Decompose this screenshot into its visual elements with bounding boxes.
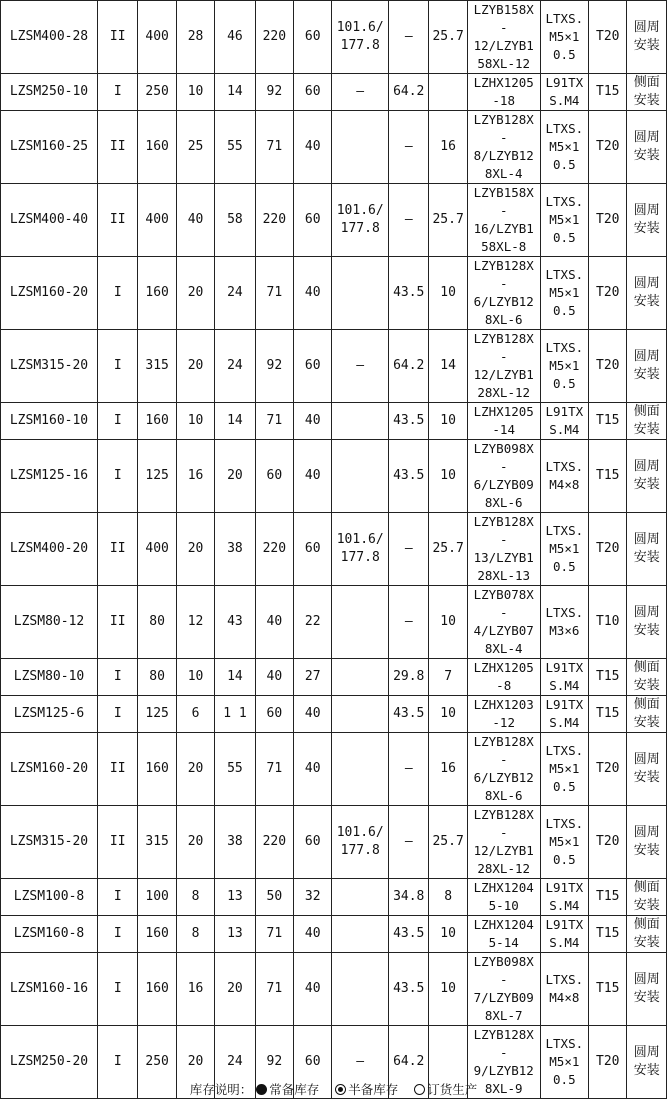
cell-mount: 侧面 安装	[627, 403, 667, 440]
table-row	[1, 513, 667, 586]
cell-d1: 250	[138, 74, 176, 111]
cell-d6: 101.6/ 177.8	[332, 513, 389, 586]
cell-mount: 圆周 安装	[627, 586, 667, 659]
cell-d1: 125	[138, 440, 176, 513]
cell-d7: 43.5	[389, 257, 429, 330]
cell-d7: 64.2	[389, 74, 429, 111]
cell-d5: 40	[294, 696, 332, 733]
cell-model: LZSM315-20	[1, 806, 98, 879]
cell-bolt: LTXS. M4×8	[540, 953, 589, 1026]
cell-mount: 圆周 安装	[627, 330, 667, 403]
table-row	[1, 733, 667, 806]
cell-code: LZYB128X - 9/LZYB12 8XL-9	[467, 1026, 540, 1099]
cell-model: LZSM250-10	[1, 74, 98, 111]
cell-d8: 10	[429, 257, 467, 330]
cell-d8: 8	[429, 879, 467, 916]
cell-bolt: L91TX S.M4	[540, 879, 589, 916]
cell-d7: 43.5	[389, 403, 429, 440]
cell-d1: 125	[138, 696, 176, 733]
cell-d7: 29.8	[389, 659, 429, 696]
cell-type: I	[98, 257, 138, 330]
cell-bolt: L91TX S.M4	[540, 659, 589, 696]
cell-d2: 20	[176, 1026, 214, 1099]
cell-type: I	[98, 330, 138, 403]
spec-table-body	[1, 1, 667, 1099]
stock-legend-full-text: 常备库存	[269, 1082, 320, 1097]
cell-model: LZSM160-20	[1, 733, 98, 806]
cell-d5: 60	[294, 806, 332, 879]
cell-d7: 43.5	[389, 440, 429, 513]
cell-mount: 圆周 安装	[627, 111, 667, 184]
cell-d1: 400	[138, 1, 176, 74]
table-row	[1, 1, 667, 74]
cell-d2: 10	[176, 659, 214, 696]
cell-d6: —	[332, 1026, 389, 1099]
cell-code: LZYB128X - 6/LZYB12 8XL-6	[467, 257, 540, 330]
cell-mount: 圆周 安装	[627, 806, 667, 879]
cell-d5: 60	[294, 513, 332, 586]
cell-d5: 27	[294, 659, 332, 696]
cell-d6	[332, 916, 389, 953]
cell-d1: 160	[138, 916, 176, 953]
stock-legend-order	[414, 1080, 477, 1098]
cell-mount: 侧面 安装	[627, 659, 667, 696]
cell-d3: 24	[215, 1026, 255, 1099]
cell-t: T20	[589, 513, 627, 586]
cell-d8: 16	[429, 733, 467, 806]
cell-d7: —	[389, 586, 429, 659]
cell-t: T15	[589, 916, 627, 953]
cell-code: LZHX1205 -8	[467, 659, 540, 696]
cell-d7: 43.5	[389, 916, 429, 953]
cell-d8	[429, 74, 467, 111]
cell-d3: 1 1	[215, 696, 255, 733]
cell-d5: 60	[294, 74, 332, 111]
cell-model: LZSM160-16	[1, 953, 98, 1026]
cell-d4: 92	[255, 330, 293, 403]
cell-model: LZSM160-8	[1, 916, 98, 953]
cell-d3: 55	[215, 733, 255, 806]
cell-d6	[332, 696, 389, 733]
cell-d4: 71	[255, 953, 293, 1026]
cell-d4: 220	[255, 513, 293, 586]
cell-model: LZSM80-10	[1, 659, 98, 696]
cell-mount: 圆周 安装	[627, 953, 667, 1026]
stock-legend-order-text: 订货生产	[427, 1082, 478, 1097]
cell-d6	[332, 586, 389, 659]
cell-bolt: LTXS. M5×1 0.5	[540, 111, 589, 184]
cell-t: T20	[589, 111, 627, 184]
cell-d2: 10	[176, 403, 214, 440]
cell-model: LZSM400-20	[1, 513, 98, 586]
cell-d2: 6	[176, 696, 214, 733]
cell-d1: 400	[138, 513, 176, 586]
cell-d2: 8	[176, 879, 214, 916]
empty-circle-icon	[414, 1084, 425, 1095]
cell-d8: 10	[429, 403, 467, 440]
cell-d4: 50	[255, 879, 293, 916]
cell-d2: 16	[176, 440, 214, 513]
cell-t: T15	[589, 74, 627, 111]
cell-bolt: LTXS. M5×1 0.5	[540, 330, 589, 403]
cell-model: LZSM160-20	[1, 257, 98, 330]
cell-d7: 43.5	[389, 953, 429, 1026]
stock-legend	[0, 1080, 667, 1099]
cell-type: II	[98, 733, 138, 806]
cell-d7: —	[389, 733, 429, 806]
cell-t: T20	[589, 806, 627, 879]
cell-model: LZSM400-28	[1, 1, 98, 74]
table-row	[1, 659, 667, 696]
cell-code: LZHX1205 -14	[467, 403, 540, 440]
cell-model: LZSM80-12	[1, 586, 98, 659]
table-row	[1, 696, 667, 733]
cell-d5: 60	[294, 184, 332, 257]
cell-d5: 40	[294, 440, 332, 513]
cell-bolt: LTXS. M3×6	[540, 586, 589, 659]
cell-type: II	[98, 806, 138, 879]
cell-d4: 220	[255, 184, 293, 257]
cell-t: T10	[589, 586, 627, 659]
cell-bolt: LTXS. M5×1 0.5	[540, 513, 589, 586]
cell-d7: —	[389, 184, 429, 257]
cell-d1: 160	[138, 953, 176, 1026]
cell-d8: 16	[429, 111, 467, 184]
cell-d2: 20	[176, 257, 214, 330]
cell-d3: 24	[215, 257, 255, 330]
cell-t: T20	[589, 1, 627, 74]
cell-d2: 10	[176, 74, 214, 111]
cell-bolt: LTXS. M5×1 0.5	[540, 1, 589, 74]
cell-d1: 160	[138, 257, 176, 330]
table-row	[1, 586, 667, 659]
cell-d8: 25.7	[429, 513, 467, 586]
cell-t: T20	[589, 733, 627, 806]
cell-d8: 10	[429, 696, 467, 733]
cell-code: LZYB128X - 13/LZYB1 28XL-13	[467, 513, 540, 586]
cell-model: LZSM315-20	[1, 330, 98, 403]
cell-d8: 10	[429, 440, 467, 513]
cell-d6	[332, 879, 389, 916]
cell-type: II	[98, 513, 138, 586]
cell-code: LZYB128X - 12/LZYB1 28XL-12	[467, 806, 540, 879]
cell-d2: 12	[176, 586, 214, 659]
cell-code: LZYB158X - 12/LZYB1 58XL-12	[467, 1, 540, 74]
cell-type: I	[98, 440, 138, 513]
cell-d7: —	[389, 513, 429, 586]
cell-type: II	[98, 586, 138, 659]
cell-d3: 38	[215, 806, 255, 879]
cell-d8: 7	[429, 659, 467, 696]
cell-bolt: L91TX S.M4	[540, 916, 589, 953]
cell-mount: 圆周 安装	[627, 257, 667, 330]
cell-d6: 101.6/ 177.8	[332, 184, 389, 257]
cell-d6	[332, 111, 389, 184]
cell-d1: 400	[138, 184, 176, 257]
cell-d7: —	[389, 806, 429, 879]
cell-d7: 64.2	[389, 330, 429, 403]
table-row	[1, 916, 667, 953]
cell-d3: 24	[215, 330, 255, 403]
cell-type: I	[98, 1026, 138, 1099]
cell-d7: 64.2	[389, 1026, 429, 1099]
cell-code: LZHX1204 5-14	[467, 916, 540, 953]
cell-d3: 20	[215, 440, 255, 513]
cell-code: LZHX1204 5-10	[467, 879, 540, 916]
cell-mount: 圆周 安装	[627, 513, 667, 586]
cell-t: T15	[589, 696, 627, 733]
cell-d5: 40	[294, 733, 332, 806]
cell-type: I	[98, 916, 138, 953]
table-row	[1, 257, 667, 330]
cell-model: LZSM160-10	[1, 403, 98, 440]
cell-d3: 14	[215, 74, 255, 111]
cell-code: LZYB098X - 6/LZYB09 8XL-6	[467, 440, 540, 513]
cell-d1: 160	[138, 733, 176, 806]
table-row	[1, 330, 667, 403]
cell-code: LZHX1205 -18	[467, 74, 540, 111]
cell-mount: 圆周 安装	[627, 733, 667, 806]
cell-type: I	[98, 659, 138, 696]
cell-d8: 10	[429, 916, 467, 953]
filled-circle-icon	[256, 1084, 267, 1095]
cell-model: LZSM125-16	[1, 440, 98, 513]
cell-mount: 侧面 安装	[627, 879, 667, 916]
cell-d5: 60	[294, 1026, 332, 1099]
cell-d2: 20	[176, 806, 214, 879]
cell-d4: 71	[255, 403, 293, 440]
cell-type: II	[98, 184, 138, 257]
cell-mount: 圆周 安装	[627, 1, 667, 74]
cell-d3: 14	[215, 659, 255, 696]
cell-d1: 80	[138, 659, 176, 696]
cell-d2: 8	[176, 916, 214, 953]
cell-d3: 43	[215, 586, 255, 659]
cell-type: II	[98, 111, 138, 184]
cell-type: I	[98, 879, 138, 916]
cell-d3: 38	[215, 513, 255, 586]
cell-d4: 92	[255, 1026, 293, 1099]
cell-d8: 10	[429, 586, 467, 659]
cell-type: I	[98, 74, 138, 111]
cell-d6	[332, 257, 389, 330]
cell-d4: 71	[255, 733, 293, 806]
cell-d2: 16	[176, 953, 214, 1026]
cell-d2: 20	[176, 733, 214, 806]
cell-bolt: L91TX S.M4	[540, 696, 589, 733]
cell-d3: 14	[215, 403, 255, 440]
cell-code: LZYB128X - 12/LZYB1 28XL-12	[467, 330, 540, 403]
cell-d4: 71	[255, 111, 293, 184]
cell-model: LZSM125-6	[1, 696, 98, 733]
cell-d1: 160	[138, 403, 176, 440]
cell-bolt: LTXS. M5×1 0.5	[540, 257, 589, 330]
cell-code: LZYB128X - 6/LZYB12 8XL-6	[467, 733, 540, 806]
cell-type: I	[98, 953, 138, 1026]
cell-d4: 60	[255, 440, 293, 513]
cell-d5: 40	[294, 111, 332, 184]
cell-type: II	[98, 1, 138, 74]
cell-d8: 14	[429, 330, 467, 403]
cell-d8: 25.7	[429, 184, 467, 257]
table-row	[1, 184, 667, 257]
cell-d4: 60	[255, 696, 293, 733]
cell-bolt: LTXS. M5×1 0.5	[540, 733, 589, 806]
cell-code: LZYB128X - 8/LZYB12 8XL-4	[467, 111, 540, 184]
cell-t: T15	[589, 879, 627, 916]
cell-type: I	[98, 696, 138, 733]
cell-d5: 22	[294, 586, 332, 659]
table-row	[1, 806, 667, 879]
cell-d5: 40	[294, 257, 332, 330]
cell-d8: 10	[429, 953, 467, 1026]
cell-bolt: LTXS. M5×1 0.5	[540, 806, 589, 879]
cell-d4: 40	[255, 586, 293, 659]
cell-d4: 92	[255, 74, 293, 111]
cell-d7: —	[389, 111, 429, 184]
cell-t: T15	[589, 403, 627, 440]
cell-d4: 71	[255, 257, 293, 330]
cell-d3: 46	[215, 1, 255, 74]
cell-t: T20	[589, 1026, 627, 1099]
cell-model: LZSM400-40	[1, 184, 98, 257]
cell-mount: 侧面 安装	[627, 696, 667, 733]
cell-d7: 34.8	[389, 879, 429, 916]
cell-type: I	[98, 403, 138, 440]
table-row	[1, 879, 667, 916]
cell-d2: 20	[176, 513, 214, 586]
cell-bolt: LTXS. M5×1 0.5	[540, 1026, 589, 1099]
cell-bolt: L91TX S.M4	[540, 74, 589, 111]
stock-legend-full	[256, 1080, 319, 1098]
table-row	[1, 111, 667, 184]
cell-mount: 侧面 安装	[627, 916, 667, 953]
cell-d6	[332, 953, 389, 1026]
cell-d8: 25.7	[429, 1, 467, 74]
cell-d6	[332, 403, 389, 440]
cell-d6: —	[332, 74, 389, 111]
cell-d4: 71	[255, 916, 293, 953]
cell-d5: 60	[294, 1, 332, 74]
cell-bolt: LTXS. M5×1 0.5	[540, 184, 589, 257]
cell-d5: 60	[294, 330, 332, 403]
cell-code: LZYB078X - 4/LZYB07 8XL-4	[467, 586, 540, 659]
cell-code: LZYB098X - 7/LZYB09 8XL-7	[467, 953, 540, 1026]
cell-d3: 20	[215, 953, 255, 1026]
cell-d6: 101.6/ 177.8	[332, 806, 389, 879]
cell-d7: —	[389, 1, 429, 74]
cell-d3: 58	[215, 184, 255, 257]
cell-d5: 32	[294, 879, 332, 916]
cell-t: T20	[589, 184, 627, 257]
cell-d1: 160	[138, 111, 176, 184]
cell-d2: 25	[176, 111, 214, 184]
stock-legend-half-text: 半备库存	[348, 1082, 399, 1097]
cell-model: LZSM250-20	[1, 1026, 98, 1099]
cell-d4: 220	[255, 806, 293, 879]
cell-d1: 315	[138, 806, 176, 879]
cell-d6	[332, 440, 389, 513]
cell-d2: 28	[176, 1, 214, 74]
cell-d5: 40	[294, 953, 332, 1026]
table-row	[1, 403, 667, 440]
cell-model: LZSM160-25	[1, 111, 98, 184]
cell-mount: 圆周 安装	[627, 440, 667, 513]
cell-d7: 43.5	[389, 696, 429, 733]
cell-d6	[332, 659, 389, 696]
cell-code: LZHX1203 -12	[467, 696, 540, 733]
cell-mount: 侧面 安装	[627, 74, 667, 111]
cell-d6	[332, 733, 389, 806]
cell-d4: 220	[255, 1, 293, 74]
cell-d5: 40	[294, 403, 332, 440]
cell-d5: 40	[294, 916, 332, 953]
cell-d8: 25.7	[429, 806, 467, 879]
cell-d1: 80	[138, 586, 176, 659]
cell-d4: 40	[255, 659, 293, 696]
cell-code: LZYB158X - 16/LZYB1 58XL-8	[467, 184, 540, 257]
cell-d3: 13	[215, 879, 255, 916]
cell-t: T20	[589, 257, 627, 330]
cell-bolt: LTXS. M4×8	[540, 440, 589, 513]
cell-t: T20	[589, 330, 627, 403]
table-row	[1, 74, 667, 111]
stock-legend-half	[335, 1080, 398, 1098]
cell-mount: 圆周 安装	[627, 1026, 667, 1099]
cell-t: T15	[589, 953, 627, 1026]
cell-d1: 100	[138, 879, 176, 916]
half-circle-icon	[335, 1084, 346, 1095]
cell-d2: 40	[176, 184, 214, 257]
cell-d6: 101.6/ 177.8	[332, 1, 389, 74]
table-row	[1, 440, 667, 513]
cell-d1: 250	[138, 1026, 176, 1099]
cell-d2: 20	[176, 330, 214, 403]
cell-t: T15	[589, 440, 627, 513]
cell-mount: 圆周 安装	[627, 184, 667, 257]
cell-bolt: L91TX S.M4	[540, 403, 589, 440]
cell-t: T15	[589, 659, 627, 696]
cell-d3: 13	[215, 916, 255, 953]
cell-d1: 315	[138, 330, 176, 403]
cell-d6: —	[332, 330, 389, 403]
cell-model: LZSM100-8	[1, 879, 98, 916]
stock-legend-label: 库存说明：	[189, 1082, 253, 1097]
table-row	[1, 953, 667, 1026]
cell-d3: 55	[215, 111, 255, 184]
